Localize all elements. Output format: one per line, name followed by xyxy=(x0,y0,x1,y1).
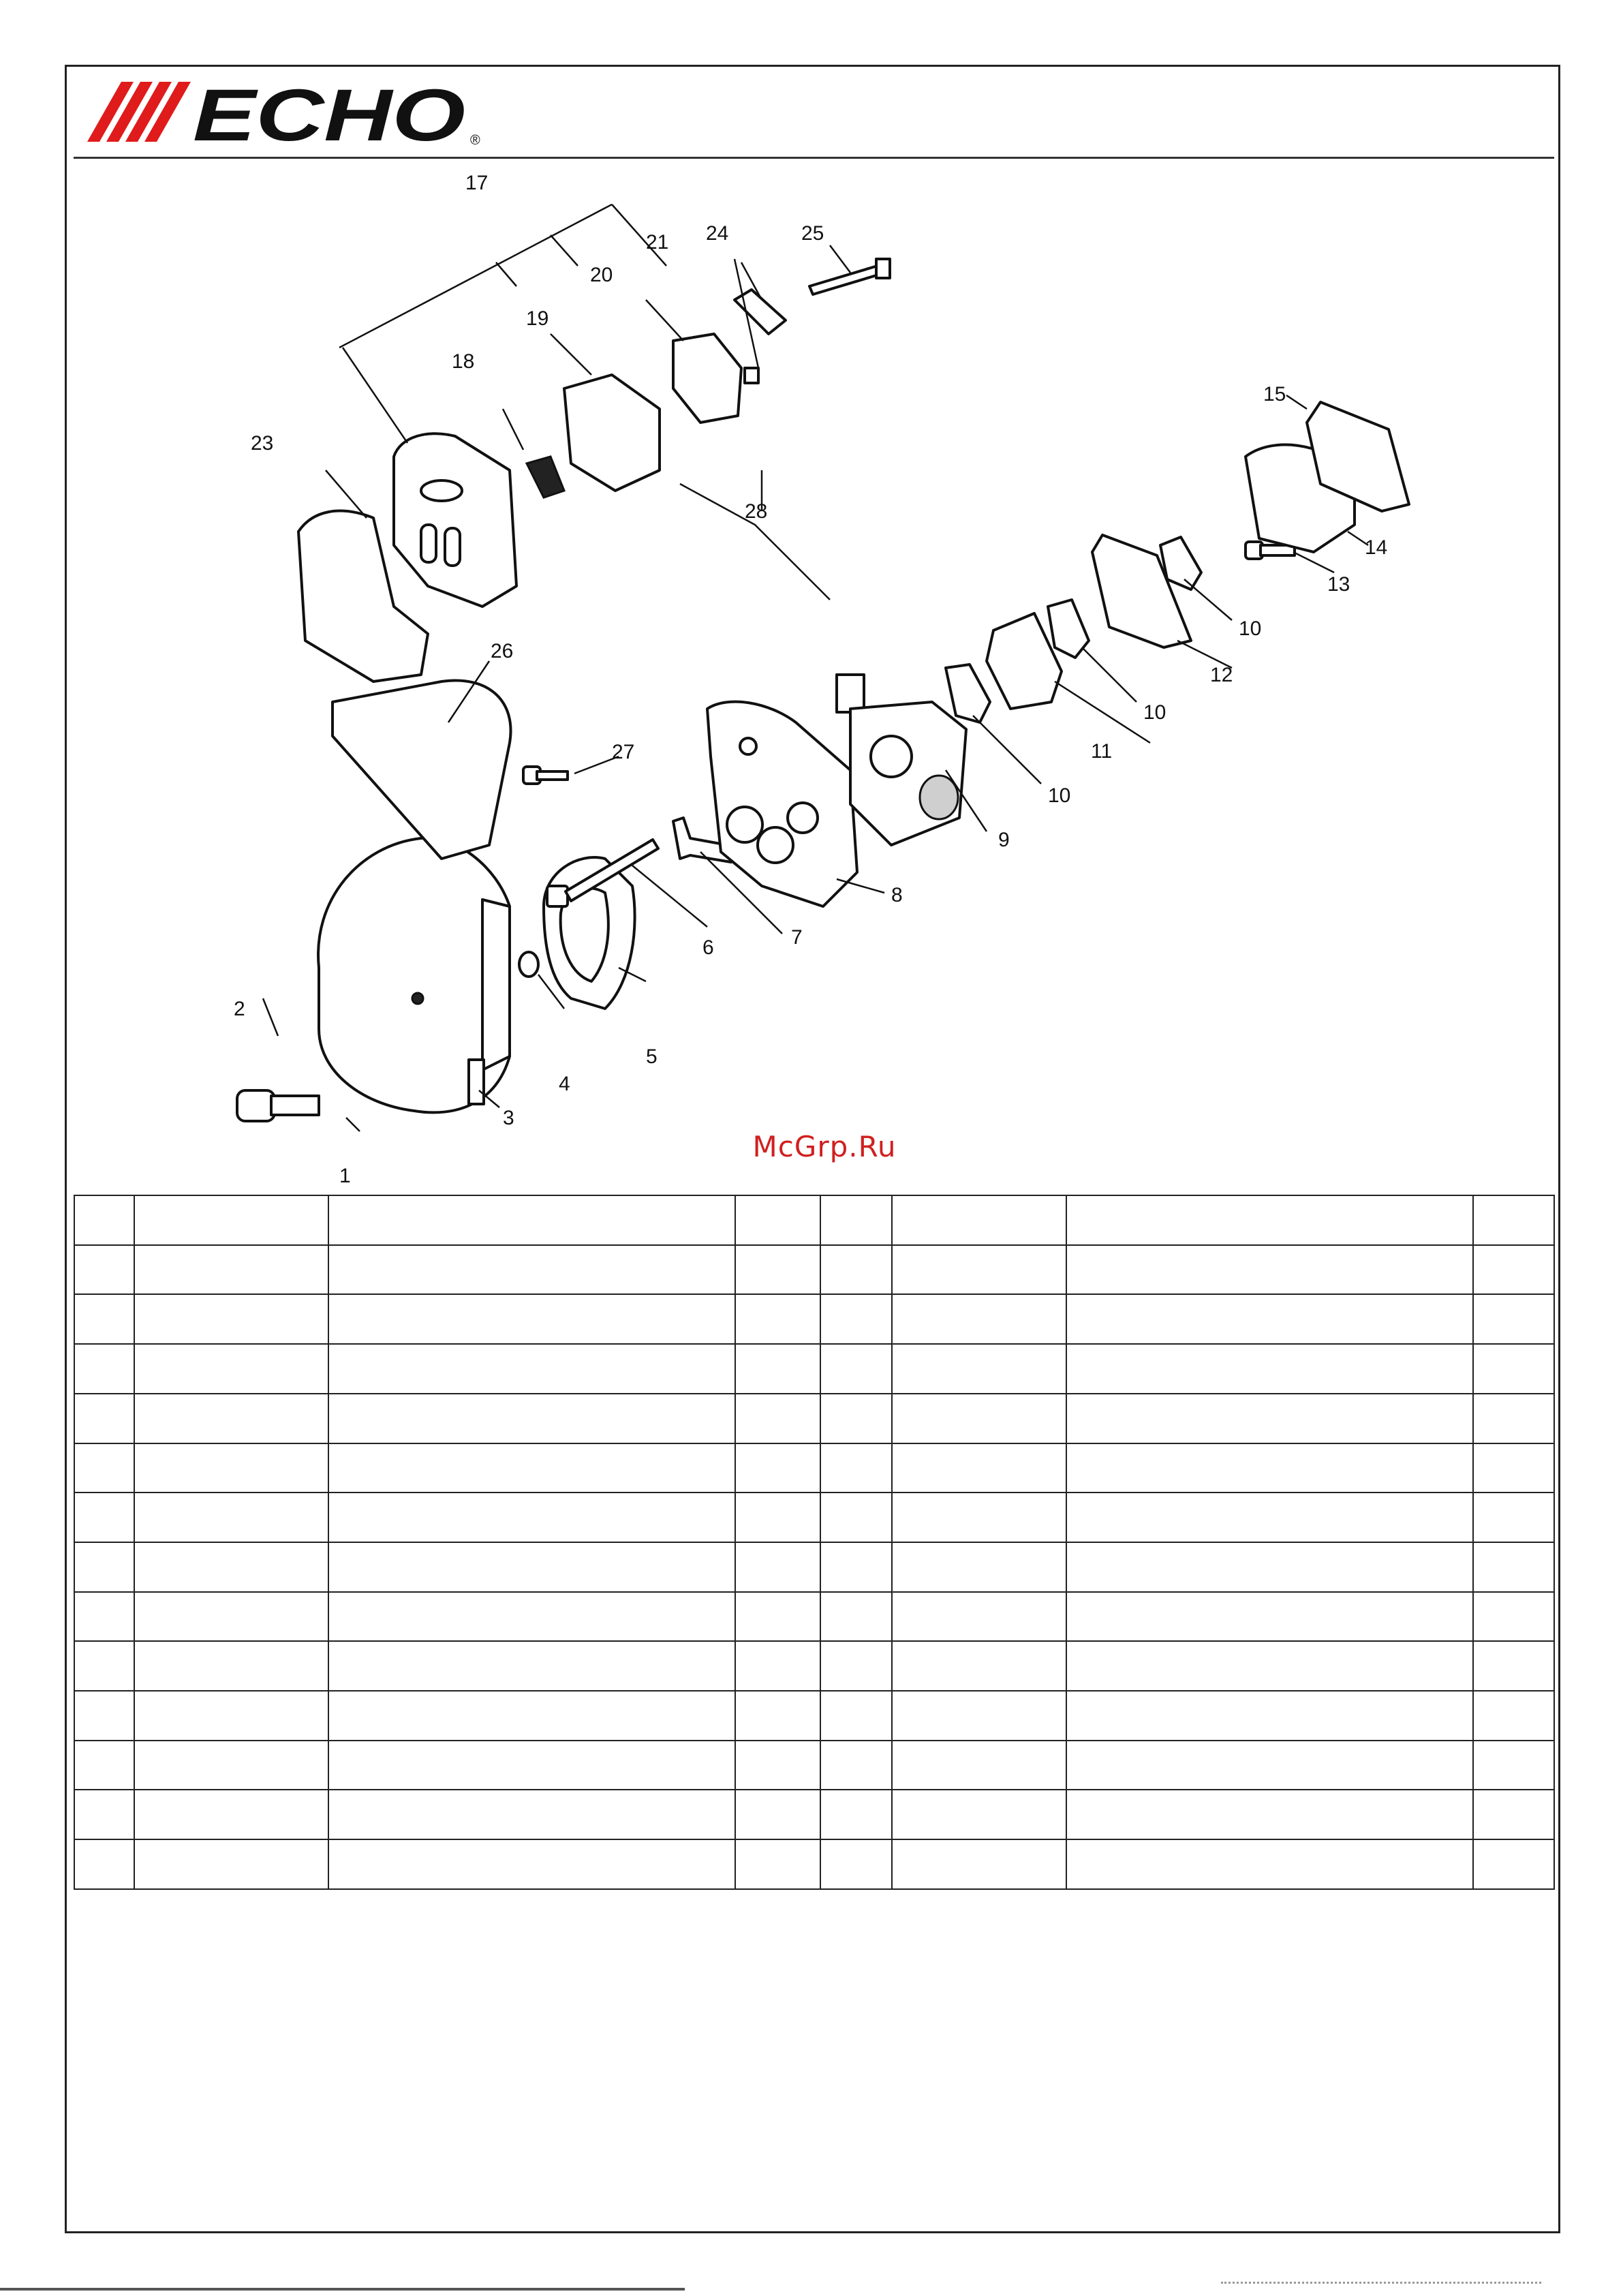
table-cell xyxy=(328,1592,735,1642)
footer-rule xyxy=(0,2288,685,2291)
callout-26: 26 xyxy=(491,640,514,662)
table-cell xyxy=(1066,1542,1473,1592)
callout-19: 19 xyxy=(526,307,549,330)
callout-6: 6 xyxy=(702,936,714,959)
table-cell xyxy=(1473,1641,1554,1691)
part-deflector xyxy=(673,334,741,423)
table-cell xyxy=(1473,1443,1554,1493)
table-cell xyxy=(328,1394,735,1443)
table-cell xyxy=(892,1443,1066,1493)
table-row xyxy=(74,1294,1554,1344)
callout-13: 13 xyxy=(1327,573,1350,596)
callout-4: 4 xyxy=(559,1073,570,1095)
header-rule xyxy=(74,157,1554,159)
callout-3: 3 xyxy=(503,1107,514,1129)
table-cell xyxy=(74,1691,134,1741)
exploded-parts-diagram xyxy=(74,164,1552,1186)
table-cell xyxy=(1473,1493,1554,1542)
table-cell xyxy=(820,1790,892,1839)
table-cell xyxy=(735,1691,820,1741)
table-cell xyxy=(820,1741,892,1790)
table-cell xyxy=(820,1592,892,1642)
table-cell xyxy=(1473,1741,1554,1790)
table-cell xyxy=(892,1294,1066,1344)
table-cell xyxy=(134,1195,328,1245)
table-row xyxy=(74,1790,1554,1839)
table-cell xyxy=(892,1493,1066,1542)
part-heat-guard xyxy=(333,680,511,859)
table-cell xyxy=(735,1443,820,1493)
table-cell xyxy=(134,1691,328,1741)
part-bolt-27 xyxy=(523,767,568,784)
table-cell xyxy=(1473,1592,1554,1642)
table-cell xyxy=(1066,1790,1473,1839)
table-row xyxy=(74,1245,1554,1295)
table-cell xyxy=(820,1344,892,1394)
table-cell xyxy=(328,1790,735,1839)
part-label xyxy=(469,1060,484,1104)
table-cell xyxy=(892,1641,1066,1691)
table-cell xyxy=(328,1542,735,1592)
table-cell xyxy=(820,1195,892,1245)
table-cell xyxy=(134,1294,328,1344)
table-cell xyxy=(134,1245,328,1295)
table-cell xyxy=(1066,1394,1473,1443)
table-cell xyxy=(134,1839,328,1889)
table-cell xyxy=(1473,1294,1554,1344)
table-cell xyxy=(1066,1641,1473,1691)
part-spark-screen xyxy=(527,457,564,498)
table-cell xyxy=(328,1294,735,1344)
table-cell xyxy=(1066,1839,1473,1889)
callout-11: 11 xyxy=(1091,740,1113,763)
table-cell xyxy=(892,1542,1066,1592)
table-cell xyxy=(735,1741,820,1790)
table-row xyxy=(74,1839,1554,1889)
registered-mark: ® xyxy=(470,133,480,148)
table-row xyxy=(74,1741,1554,1790)
watermark: McGrp.Ru xyxy=(752,1130,897,1163)
part-o-ring xyxy=(519,952,538,977)
table-cell xyxy=(74,1542,134,1592)
table-cell xyxy=(74,1443,134,1493)
callout-15: 15 xyxy=(1263,383,1286,405)
table-cell xyxy=(820,1245,892,1295)
table-cell xyxy=(74,1493,134,1542)
table-cell xyxy=(328,1691,735,1741)
table-cell xyxy=(134,1641,328,1691)
part-carburetor xyxy=(837,675,966,845)
table-cell xyxy=(1473,1691,1554,1741)
table-cell xyxy=(735,1344,820,1394)
table-cell xyxy=(735,1493,820,1542)
table-cell xyxy=(735,1542,820,1592)
table-cell xyxy=(1473,1542,1554,1592)
table-cell xyxy=(892,1394,1066,1443)
callout-28: 28 xyxy=(745,500,768,523)
table-cell xyxy=(328,1741,735,1790)
callout-2: 2 xyxy=(234,998,245,1020)
callout-8: 8 xyxy=(891,884,903,906)
table-cell xyxy=(1473,1394,1554,1443)
table-row xyxy=(74,1195,1554,1245)
table-cell xyxy=(1473,1344,1554,1394)
table-row xyxy=(74,1641,1554,1691)
table-cell xyxy=(735,1245,820,1295)
callout-10-middle: 10 xyxy=(1143,701,1166,724)
table-cell xyxy=(892,1839,1066,1889)
table-cell xyxy=(134,1344,328,1394)
table-cell xyxy=(74,1641,134,1691)
table-cell xyxy=(328,1839,735,1889)
part-muffler xyxy=(394,433,516,607)
table-cell xyxy=(1066,1294,1473,1344)
table-row xyxy=(74,1344,1554,1394)
table-cell xyxy=(735,1641,820,1691)
part-bolt-21 xyxy=(745,368,758,383)
table-cell xyxy=(820,1641,892,1691)
callout-27: 27 xyxy=(612,741,635,763)
table-row xyxy=(74,1542,1554,1592)
footer-dots xyxy=(1221,2282,1541,2292)
table-cell xyxy=(820,1691,892,1741)
callout-20: 20 xyxy=(590,264,613,286)
table-cell xyxy=(820,1443,892,1493)
table-cell xyxy=(1066,1741,1473,1790)
callout-10-upper: 10 xyxy=(1239,617,1262,640)
table-cell xyxy=(892,1691,1066,1741)
table-cell xyxy=(134,1394,328,1443)
table-cell xyxy=(74,1790,134,1839)
callout-18: 18 xyxy=(452,350,475,373)
table-row xyxy=(74,1493,1554,1542)
callout-21: 21 xyxy=(646,231,669,254)
logo-wordmark: ECHO xyxy=(193,74,465,153)
table-cell xyxy=(735,1195,820,1245)
table-cell xyxy=(892,1592,1066,1642)
table-cell xyxy=(892,1741,1066,1790)
part-gasket-a xyxy=(946,664,990,722)
table-row xyxy=(74,1691,1554,1741)
echo-logo-graphic xyxy=(74,74,489,153)
table-cell xyxy=(735,1294,820,1344)
table-cell xyxy=(134,1493,328,1542)
part-bolt-25 xyxy=(809,259,890,294)
table-cell xyxy=(74,1741,134,1790)
table-cell xyxy=(892,1790,1066,1839)
table-cell xyxy=(74,1394,134,1443)
table-cell xyxy=(820,1542,892,1592)
callout-5: 5 xyxy=(646,1045,658,1068)
part-muffler-cover xyxy=(564,375,660,491)
callout-7: 7 xyxy=(791,926,803,949)
part-knob-bolt xyxy=(237,1090,319,1121)
table-cell xyxy=(74,1245,134,1295)
parts-list-table xyxy=(74,1195,1555,1890)
table-cell xyxy=(328,1245,735,1295)
table-cell xyxy=(74,1839,134,1889)
table-cell xyxy=(892,1195,1066,1245)
table-cell xyxy=(1473,1245,1554,1295)
table-cell xyxy=(328,1344,735,1394)
callout-17: 17 xyxy=(465,172,489,194)
part-cleaner-base xyxy=(707,702,857,906)
table-cell xyxy=(892,1344,1066,1394)
table-cell xyxy=(1473,1839,1554,1889)
echo-logo xyxy=(74,74,489,153)
table-cell xyxy=(820,1294,892,1344)
table-cell xyxy=(74,1294,134,1344)
table-row xyxy=(74,1592,1554,1642)
table-cell xyxy=(328,1195,735,1245)
table-cell xyxy=(134,1542,328,1592)
logo-stripes xyxy=(87,82,191,142)
callout-23: 23 xyxy=(251,432,274,455)
table-cell xyxy=(735,1592,820,1642)
diagram-svg xyxy=(74,164,1552,1186)
callout-24: 24 xyxy=(706,222,729,245)
table-cell xyxy=(1066,1443,1473,1493)
table-cell xyxy=(328,1641,735,1691)
callout-1: 1 xyxy=(339,1165,351,1186)
table-cell xyxy=(1066,1245,1473,1295)
table-cell xyxy=(134,1790,328,1839)
table-cell xyxy=(74,1195,134,1245)
callout-25: 25 xyxy=(801,222,824,245)
table-cell xyxy=(1473,1195,1554,1245)
table-cell xyxy=(328,1493,735,1542)
table-cell xyxy=(1066,1195,1473,1245)
parts-table-body xyxy=(74,1195,1554,1889)
table-cell xyxy=(74,1592,134,1642)
table-cell xyxy=(1066,1493,1473,1542)
table-cell xyxy=(134,1741,328,1790)
table-cell xyxy=(820,1839,892,1889)
table-cell xyxy=(134,1443,328,1493)
callout-9: 9 xyxy=(998,829,1010,851)
callout-12: 12 xyxy=(1210,664,1233,686)
table-cell xyxy=(1066,1691,1473,1741)
table-cell xyxy=(735,1394,820,1443)
table-cell xyxy=(134,1592,328,1642)
callout-14: 14 xyxy=(1365,536,1388,559)
table-cell xyxy=(1066,1344,1473,1394)
table-cell xyxy=(735,1790,820,1839)
table-row xyxy=(74,1443,1554,1493)
table-cell xyxy=(820,1493,892,1542)
table-cell xyxy=(1066,1592,1473,1642)
callout-10-lower: 10 xyxy=(1048,784,1071,807)
table-cell xyxy=(820,1394,892,1443)
table-cell xyxy=(328,1443,735,1493)
table-cell xyxy=(74,1344,134,1394)
table-row xyxy=(74,1394,1554,1443)
table-cell xyxy=(1473,1790,1554,1839)
table-cell xyxy=(892,1245,1066,1295)
table-cell xyxy=(735,1839,820,1889)
